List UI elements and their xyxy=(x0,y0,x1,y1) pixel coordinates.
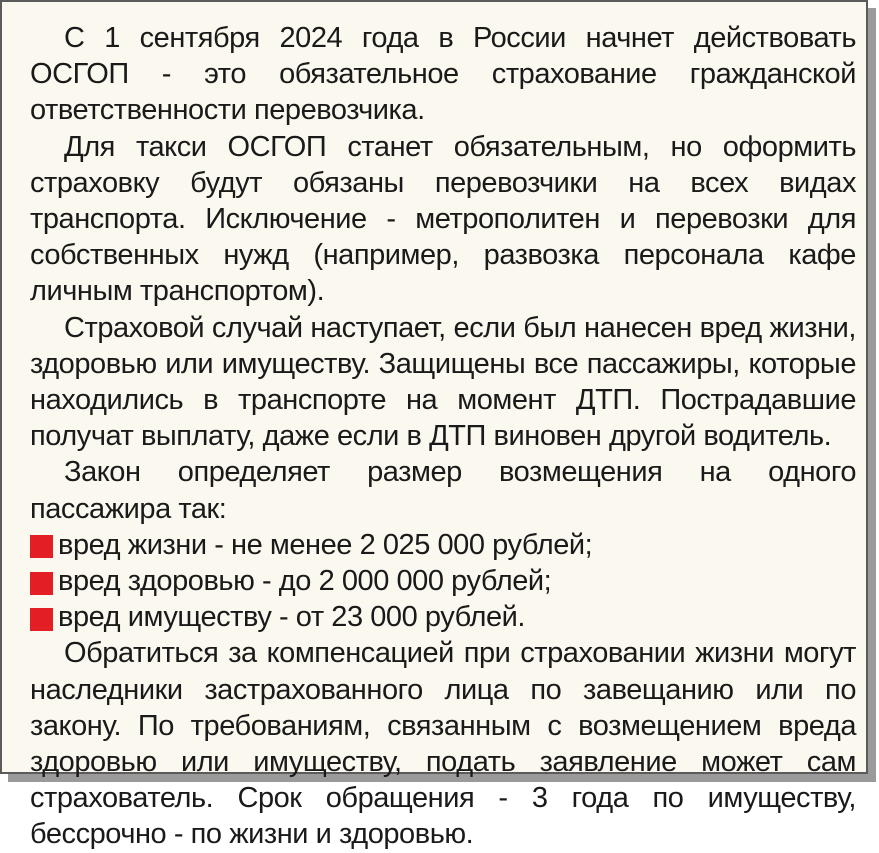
list-item-text: вред жизни - не менее 2 025 000 рублей; xyxy=(58,528,593,561)
article-body xyxy=(30,20,856,853)
paragraph-intro: С 1 сентября 2024 года в России начнет действовать ОСГОП - это обязательное страхование гражданской ответственности перевозчика. xyxy=(30,22,856,127)
paragraph-compensation-size: Закон определяет размер возмещения на одного пассажира так: xyxy=(30,456,856,525)
paragraph-taxi: Для такси ОСГОП станет обязательным, но оформить страховку будут обязаны перевозчики на всех видах транспорта. Исключение - метрополитен и перевозки для собственных нужд (например, развозка персонала кафе личным транспортом). xyxy=(30,130,856,308)
paragraph-insured-event: Страховой случай наступает, если был нанесен вред жизни, здоровью или имуществу. Защищены все пассажиры, которые находились в транспорте на момент ДТП. Пострадавшие получат выплату, даже если в ДТП виновен другой водитель. xyxy=(30,311,856,453)
list-item-text: вред здоровью - до 2 000 000 рублей; xyxy=(58,565,552,598)
list-item xyxy=(30,527,856,563)
red-square-bullet-icon xyxy=(30,608,53,631)
list-item xyxy=(30,563,856,599)
red-square-bullet-icon xyxy=(30,572,53,595)
list-item xyxy=(30,599,856,635)
paragraph-claims: Обратиться за компенсацией при страховании жизни могут наследники застрахованного лица по завещанию или по закону. По требованиям, связанным с возмещением вреда здоровью или имуществу, подать заявление может сам страхователь. Срок обращения - 3 года по имуществу, бессрочно - по жизни и здоровью. xyxy=(30,637,856,851)
compensation-list xyxy=(30,527,856,636)
red-square-bullet-icon xyxy=(30,535,53,558)
list-item-text: вред имуществу - от 23 000 рублей. xyxy=(58,601,525,634)
